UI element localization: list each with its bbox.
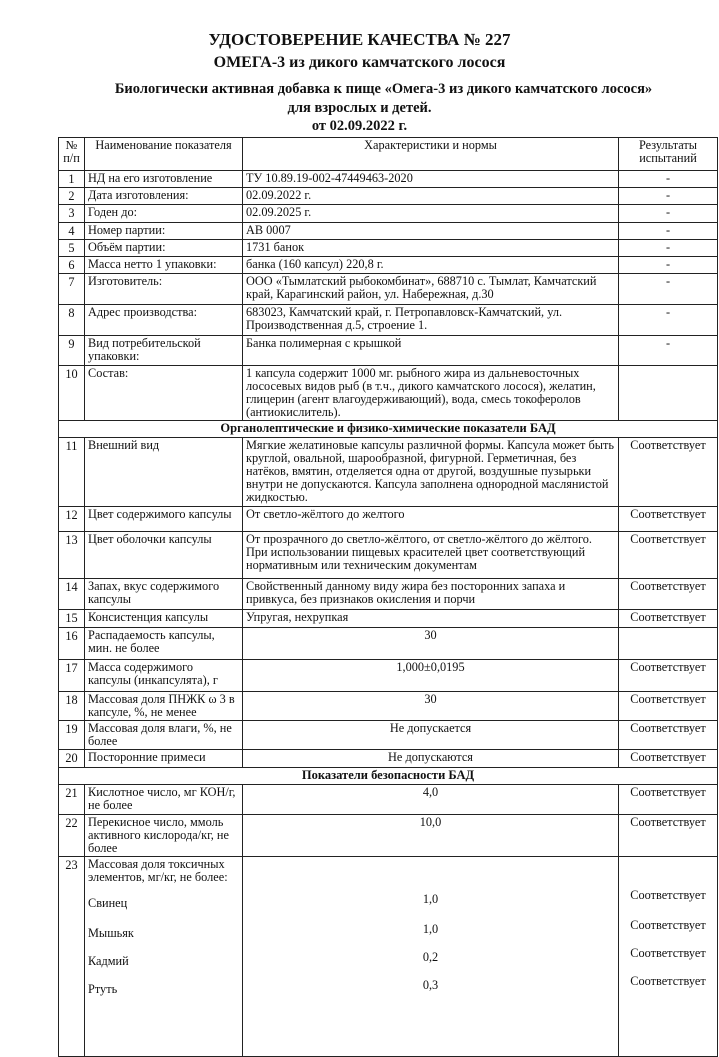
toxic-element-limit: 1,0 bbox=[422, 922, 439, 937]
toxic-element-name: Кадмий bbox=[88, 954, 129, 969]
indicator-name: Распадаемость капсулы, мин. не более bbox=[85, 627, 243, 659]
table-row bbox=[59, 305, 718, 336]
table-row bbox=[59, 205, 718, 222]
test-result: Соответствует bbox=[619, 750, 718, 768]
indicator-spec: Свойственный данному виду жира без посторонних запаха и привкуса, без признаков окисления и порчи bbox=[243, 578, 619, 609]
test-result: Соответствует bbox=[619, 814, 718, 857]
test-result: Соответствует bbox=[619, 721, 718, 750]
indicator-name: Адрес производства: bbox=[85, 305, 243, 336]
indicator-spec bbox=[243, 857, 619, 1057]
indicator-name: Изготовитель: bbox=[85, 274, 243, 305]
test-result: - bbox=[619, 274, 718, 305]
indicator-name: Перекисное число, ммоль активного кислорода/кг, не более bbox=[85, 814, 243, 857]
indicator-spec: ТУ 10.89.19-002-47449463-2020 bbox=[243, 171, 619, 188]
section-row bbox=[59, 768, 718, 784]
test-result: Соответствует bbox=[619, 437, 718, 506]
table-row bbox=[59, 365, 718, 421]
indicator-name: Масса нетто 1 упаковки: bbox=[85, 257, 243, 274]
table-row bbox=[59, 437, 718, 506]
test-result: - bbox=[619, 171, 718, 188]
table-row bbox=[59, 578, 718, 609]
indicator-name: Состав: bbox=[85, 365, 243, 421]
indicator-name: Объём партии: bbox=[85, 239, 243, 256]
toxic-element-result: Соответствует bbox=[630, 946, 706, 961]
table-row bbox=[59, 814, 718, 857]
row-number: 15 bbox=[59, 609, 85, 627]
test-result: Соответствует bbox=[619, 691, 718, 720]
indicator-name: Вид потребительской упаковки: bbox=[85, 336, 243, 365]
row-number: 14 bbox=[59, 578, 85, 609]
row-number: 12 bbox=[59, 506, 85, 531]
toxic-element-result: Соответствует bbox=[630, 888, 706, 903]
indicator-name: НД на его изготовление bbox=[85, 171, 243, 188]
table-row bbox=[59, 531, 718, 578]
test-result bbox=[619, 857, 718, 1057]
row-number: 4 bbox=[59, 222, 85, 239]
indicator-spec: 1731 банок bbox=[243, 239, 619, 256]
indicator-spec: 1 капсула содержит 1000 мг. рыбного жира из дальневосточных лососевых видов рыб (в т.ч., дикого камчатского лосося), желатин, глицерин (агент влагоудерживающий), вода, смесь токоферолов (антиокислитель). bbox=[243, 365, 619, 421]
toxic-element-name: Ртуть bbox=[88, 982, 118, 997]
certificate-title: УДОСТОВЕРЕНИЕ КАЧЕСТВА № 227 bbox=[208, 30, 511, 49]
indicator-name: Цвет содержимого капсулы bbox=[85, 506, 243, 531]
indicator-spec: 02.09.2025 г. bbox=[243, 205, 619, 222]
test-result: Соответствует bbox=[619, 578, 718, 609]
indicator-name: Кислотное число, мг КОН/г, не более bbox=[85, 784, 243, 814]
certificate-date: от 02.09.2022 г. bbox=[311, 118, 408, 134]
test-result: - bbox=[619, 222, 718, 239]
indicator-spec: Не допускается bbox=[243, 721, 619, 750]
row-number: 5 bbox=[59, 239, 85, 256]
quality-table bbox=[58, 137, 718, 1057]
toxic-element-result: Соответствует bbox=[630, 974, 706, 989]
indicator-name: Массовая доля влаги, %, не более bbox=[85, 721, 243, 750]
row-number: 22 bbox=[59, 814, 85, 857]
product-description-line2: для взрослых и детей. bbox=[287, 100, 432, 116]
toxic-element-limit: 1,0 bbox=[422, 892, 439, 907]
test-result bbox=[619, 365, 718, 421]
product-subtitle: ОМЕГА-3 из дикого камчатского лосося bbox=[213, 54, 506, 71]
test-result bbox=[619, 627, 718, 659]
table-row bbox=[59, 239, 718, 256]
test-result: Соответствует bbox=[619, 531, 718, 578]
toxic-element-result: Соответствует bbox=[630, 918, 706, 933]
table-row bbox=[59, 274, 718, 305]
row-number: 8 bbox=[59, 305, 85, 336]
table-row bbox=[59, 506, 718, 531]
test-result: - bbox=[619, 305, 718, 336]
indicator-spec: ООО «Тымлатский рыбокомбинат», 688710 с. Тымлат, Камчатский край, Карагинский район, ул. Набережная, д.30 bbox=[243, 274, 619, 305]
indicator-spec: Банка полимерная с крышкой bbox=[243, 336, 619, 365]
row-number: 21 bbox=[59, 784, 85, 814]
product-description-line1: Биологически активная добавка к пище «Омега-3 из дикого камчатского лосося» bbox=[114, 81, 653, 97]
indicator-spec: От светло-жёлтого до желтого bbox=[243, 506, 619, 531]
indicator-name: Посторонние примеси bbox=[85, 750, 243, 768]
row-number: 19 bbox=[59, 721, 85, 750]
indicator-spec: Мягкие желатиновые капсулы различной формы. Капсула может быть круглой, овальной, шарообразной, фигурной. Герметичная, без натёков, вмятин, отделяется одна от другой, воздушные пузырьки внутри не допускаются. Капсула заполнена однородной маслянистой жидкостью. bbox=[243, 437, 619, 506]
indicator-name: Масса содержимого капсулы (инкапсулята), г bbox=[85, 659, 243, 691]
toxic-elements-title: Массовая доля токсичных элементов, мг/кг, не более: bbox=[88, 857, 228, 885]
test-result: Соответствует bbox=[619, 659, 718, 691]
toxic-element-name: Свинец bbox=[88, 896, 128, 911]
test-result: - bbox=[619, 239, 718, 256]
table-row bbox=[59, 336, 718, 365]
indicator-name: Годен до: bbox=[85, 205, 243, 222]
table-row bbox=[59, 171, 718, 188]
row-number: 18 bbox=[59, 691, 85, 720]
test-result: - bbox=[619, 205, 718, 222]
test-result: - bbox=[619, 336, 718, 365]
indicator-name: Консистенция капсулы bbox=[85, 609, 243, 627]
row-number: 13 bbox=[59, 531, 85, 578]
indicator-spec: 4,0 bbox=[243, 784, 619, 814]
indicator-spec: банка (160 капсул) 220,8 г. bbox=[243, 257, 619, 274]
indicator-spec: От прозрачного до светло-жёлтого, от светло-жёлтого до жёлтого. При использовании пищевых красителей цвет соответствующий нормативным или техническим документам bbox=[243, 531, 619, 578]
table-row bbox=[59, 609, 718, 627]
row-number: 2 bbox=[59, 188, 85, 205]
header-num: № п/п bbox=[59, 138, 85, 171]
indicator-spec: 02.09.2022 г. bbox=[243, 188, 619, 205]
section-row bbox=[59, 421, 718, 437]
header-result: Результаты испытаний bbox=[619, 138, 718, 171]
indicator-name bbox=[85, 857, 243, 1057]
table-row bbox=[59, 784, 718, 814]
row-number: 6 bbox=[59, 257, 85, 274]
indicator-spec: 10,0 bbox=[243, 814, 619, 857]
indicator-spec: АВ 0007 bbox=[243, 222, 619, 239]
table-row bbox=[59, 659, 718, 691]
row-number: 17 bbox=[59, 659, 85, 691]
header-spec: Характеристики и нормы bbox=[243, 138, 619, 171]
test-result: Соответствует bbox=[619, 609, 718, 627]
test-result: Соответствует bbox=[619, 506, 718, 531]
indicator-name: Дата изготовления: bbox=[85, 188, 243, 205]
row-number: 1 bbox=[59, 171, 85, 188]
indicator-name: Цвет оболочки капсулы bbox=[85, 531, 243, 578]
indicator-name: Номер партии: bbox=[85, 222, 243, 239]
indicator-spec: 30 bbox=[243, 627, 619, 659]
indicator-spec: Не допускаются bbox=[243, 750, 619, 768]
table-row-toxic-elements bbox=[59, 857, 718, 1057]
table-row bbox=[59, 750, 718, 768]
toxic-element-limit: 0,2 bbox=[422, 950, 439, 965]
test-result: - bbox=[619, 188, 718, 205]
toxic-element-limit: 0,3 bbox=[422, 978, 439, 993]
test-result: Соответствует bbox=[619, 784, 718, 814]
row-number: 23 bbox=[59, 857, 85, 1057]
table-row bbox=[59, 188, 718, 205]
indicator-spec: 30 bbox=[243, 691, 619, 720]
row-number: 11 bbox=[59, 437, 85, 506]
section-title: Органолептические и физико-химические показатели БАД bbox=[59, 421, 718, 437]
indicator-name: Внешний вид bbox=[85, 437, 243, 506]
indicator-name: Массовая доля ПНЖК ω 3 в капсуле, %, не менее bbox=[85, 691, 243, 720]
table-header-row bbox=[59, 138, 718, 171]
indicator-spec: Упругая, нехрупкая bbox=[243, 609, 619, 627]
row-number: 7 bbox=[59, 274, 85, 305]
table-row bbox=[59, 721, 718, 750]
indicator-spec: 1,000±0,0195 bbox=[243, 659, 619, 691]
row-number: 20 bbox=[59, 750, 85, 768]
test-result: - bbox=[619, 257, 718, 274]
row-number: 16 bbox=[59, 627, 85, 659]
section-title: Показатели безопасности БАД bbox=[59, 768, 718, 784]
table-row bbox=[59, 627, 718, 659]
indicator-name: Запах, вкус содержимого капсулы bbox=[85, 578, 243, 609]
row-number: 3 bbox=[59, 205, 85, 222]
row-number: 10 bbox=[59, 365, 85, 421]
header-name: Наименование показателя bbox=[85, 138, 243, 171]
table-row bbox=[59, 257, 718, 274]
table-row bbox=[59, 691, 718, 720]
table-row bbox=[59, 222, 718, 239]
row-number: 9 bbox=[59, 336, 85, 365]
indicator-spec: 683023, Камчатский край, г. Петропавловск-Камчатский, ул. Производственная д.5, строение 1. bbox=[243, 305, 619, 336]
toxic-element-name: Мышьяк bbox=[88, 926, 134, 941]
